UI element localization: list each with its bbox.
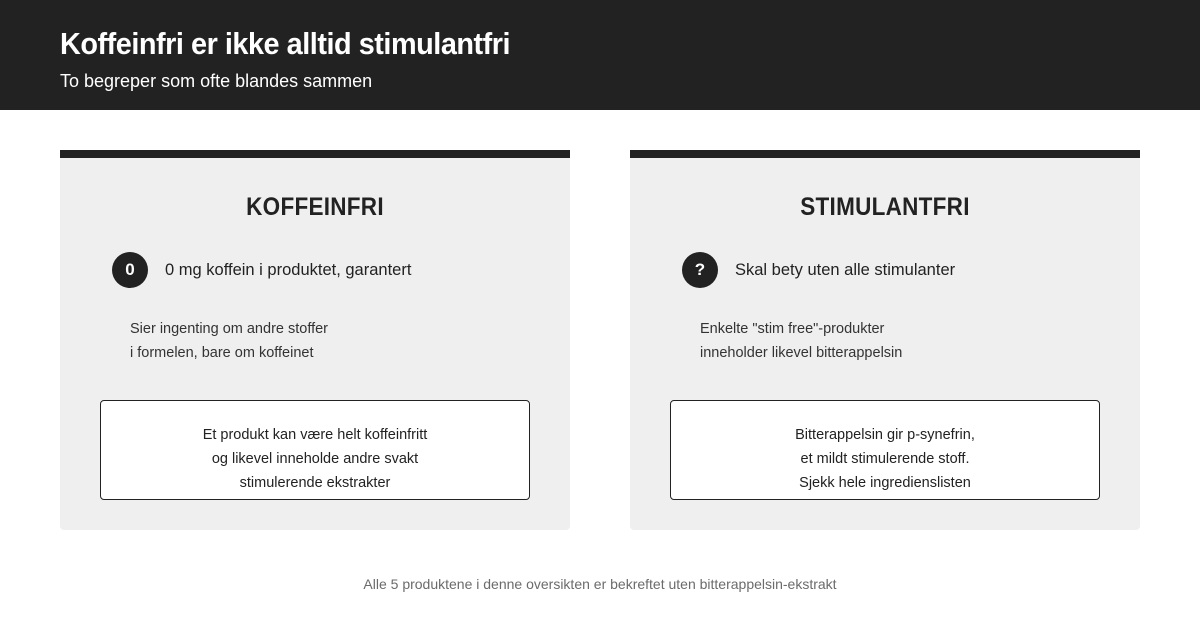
card-note <box>130 317 328 365</box>
card-note-line: Enkelte "stim free"-produkter <box>700 321 885 337</box>
card-callout-box <box>100 400 530 500</box>
question-badge-icon: ? <box>682 252 718 288</box>
card-note-line: inneholder likevel bitterappelsin <box>700 345 903 361</box>
callout-line: et mildt stimulerende stoff. <box>800 451 970 467</box>
card-lead-text: Skal bety uten alle stimulanter <box>735 261 956 279</box>
callout-line: stimulerende ekstrakter <box>239 475 391 491</box>
page-title: Koffeinfri er ikke alltid stimulantfri <box>60 26 511 61</box>
callout-line: og likevel inneholde andre svakt <box>211 451 419 467</box>
callout-line: Et produkt kan være helt koffeinfritt <box>202 427 428 443</box>
footer-note: Alle 5 produktene i denne oversikten er bekreftet uten bitterappelsin-ekstrakt <box>363 576 837 592</box>
card-title: KOFFEINFRI <box>246 193 384 221</box>
card-lead-text: 0 mg koffein i produktet, garantert <box>165 261 412 279</box>
callout-line: Sjekk hele ingredienslisten <box>799 475 971 491</box>
card-title: STIMULANTFRI <box>800 193 970 221</box>
zero-badge-icon: 0 <box>112 252 148 288</box>
card-callout-box <box>670 400 1100 500</box>
page-header <box>0 0 1200 110</box>
card-note-line: i formelen, bare om koffeinet <box>130 345 314 361</box>
card-koffeinfri <box>60 150 570 530</box>
card-stimulantfri <box>630 150 1140 530</box>
card-note-line: Sier ingenting om andre stoffer <box>130 321 329 337</box>
callout-line: Bitterappelsin gir p-synefrin, <box>795 427 975 443</box>
page-subtitle: To begreper som ofte blandes sammen <box>60 71 373 91</box>
card-note <box>700 317 902 365</box>
